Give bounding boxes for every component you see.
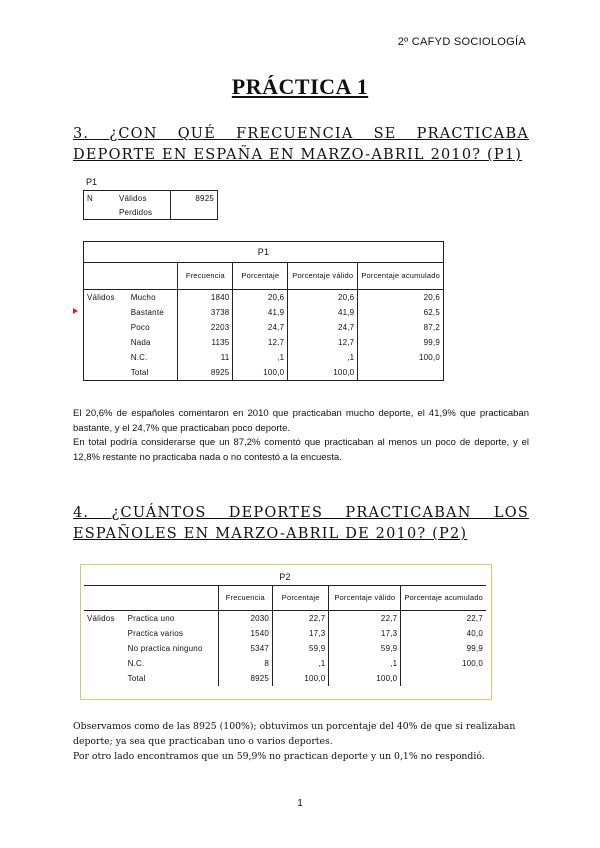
p1-header-porcentaje-acumulado: Porcentaje acumulado [358, 263, 444, 290]
table-row: Total 8925 100,0 100,0 [84, 671, 486, 686]
valid-value: 8925 [171, 191, 218, 206]
section-3-heading [73, 124, 529, 166]
conclusion-paragraph-1: Observamos como de las 8925 (100%); obtuvimos un porcentaje del 40% de que si realizaban deporte; ya sea que practicaban uno o varios deportes. [73, 721, 516, 747]
row-marker-icon [73, 308, 78, 314]
missing-value [171, 205, 218, 220]
statistics-label: P1 [86, 177, 98, 187]
section-4-heading [73, 503, 529, 545]
table-row: Nada 1135 12,7 12,7 99,9 [84, 335, 444, 350]
table-row: Practica varios 1540 17,3 17,3 40,0 [84, 626, 486, 641]
section-4-heading-line2: ESPAÑOLES EN MARZO-ABRIL DE 2010? (P2) [73, 526, 468, 542]
p2-frequency-table [84, 568, 486, 686]
analysis-paragraph-1: El 20,6% de españoles comentaron en 2010 que practicaban mucho deporte, el 41,9% que practicaban bastante, y el 24,7% que practicaban poco deporte. [73, 408, 529, 434]
table-row: N.C. 8 ,1 ,1 100,0 [84, 656, 486, 671]
p2-header-porcentaje-acumulado: Porcentaje acumulado [401, 586, 486, 611]
course-header: 2º CAFYD SOCIOLOGÍA [397, 36, 526, 48]
table-row: Total 8925 100,0 100,0 [84, 365, 444, 381]
p1-header-frecuencia: Frecuencia [178, 263, 233, 290]
table-row: No practica ninguno 5347 59,9 59,9 99,9 [84, 641, 486, 656]
p1-header-porcentaje-valido: Porcentaje válido [288, 263, 358, 290]
p2-table-title: P2 [279, 571, 291, 582]
table-row: N.C. 11 ,1 ,1 100,0 [84, 350, 444, 365]
p1-frequency-table [83, 241, 444, 381]
table-row: Bastante 3738 41,9 41,9 62,5 [84, 305, 444, 320]
p1-table-title: P1 [257, 247, 270, 257]
valid-label: Válidos [116, 191, 171, 206]
page-number: 1 [297, 798, 303, 809]
p2-header-porcentaje-valido: Porcentaje válido [329, 586, 401, 611]
n-label: N [84, 191, 117, 206]
p1-group-label: Válidos [87, 293, 115, 302]
page-title: PRÁCTICA 1 [231, 74, 369, 99]
table-row: Válidos Practica uno 2030 22,7 22,7 22,7 [84, 611, 486, 627]
section-4-heading-line1: 4. ¿CUÁNTOS DEPORTES PRACTICABAN LOS [73, 505, 529, 521]
p2-header-porcentaje: Porcentaje [273, 586, 329, 611]
p2-group-label: Válidos [87, 614, 115, 623]
table-row: Válidos Mucho 1840 20,6 20,6 20,6 [84, 290, 444, 306]
conclusion-paragraph-2: Por otro lado encontramos que un 59,9% no practican deporte y un 0,1% no respondió. [73, 751, 485, 762]
analysis-paragraph-2: En total podría considerarse que un 87,2% comentó que practicaban al menos un poco de deporte, y el 12,8% restante no practicaba nada o no contestó a la encuesta. [73, 437, 529, 463]
statistics-table [83, 190, 218, 220]
section-3-heading-line2: DEPORTE EN ESPAÑA EN MARZO-ABRIL 2010? (P1) [73, 147, 523, 163]
p2-header-frecuencia: Frecuencia [218, 586, 273, 611]
table-row: Poco 2203 24,7 24,7 87,2 [84, 320, 444, 335]
p1-header-porcentaje: Porcentaje [233, 263, 288, 290]
section-3-heading-line1: 3. ¿CON QUÉ FRECUENCIA SE PRACTICABA [73, 126, 529, 142]
missing-label: Perdidos [116, 205, 171, 220]
